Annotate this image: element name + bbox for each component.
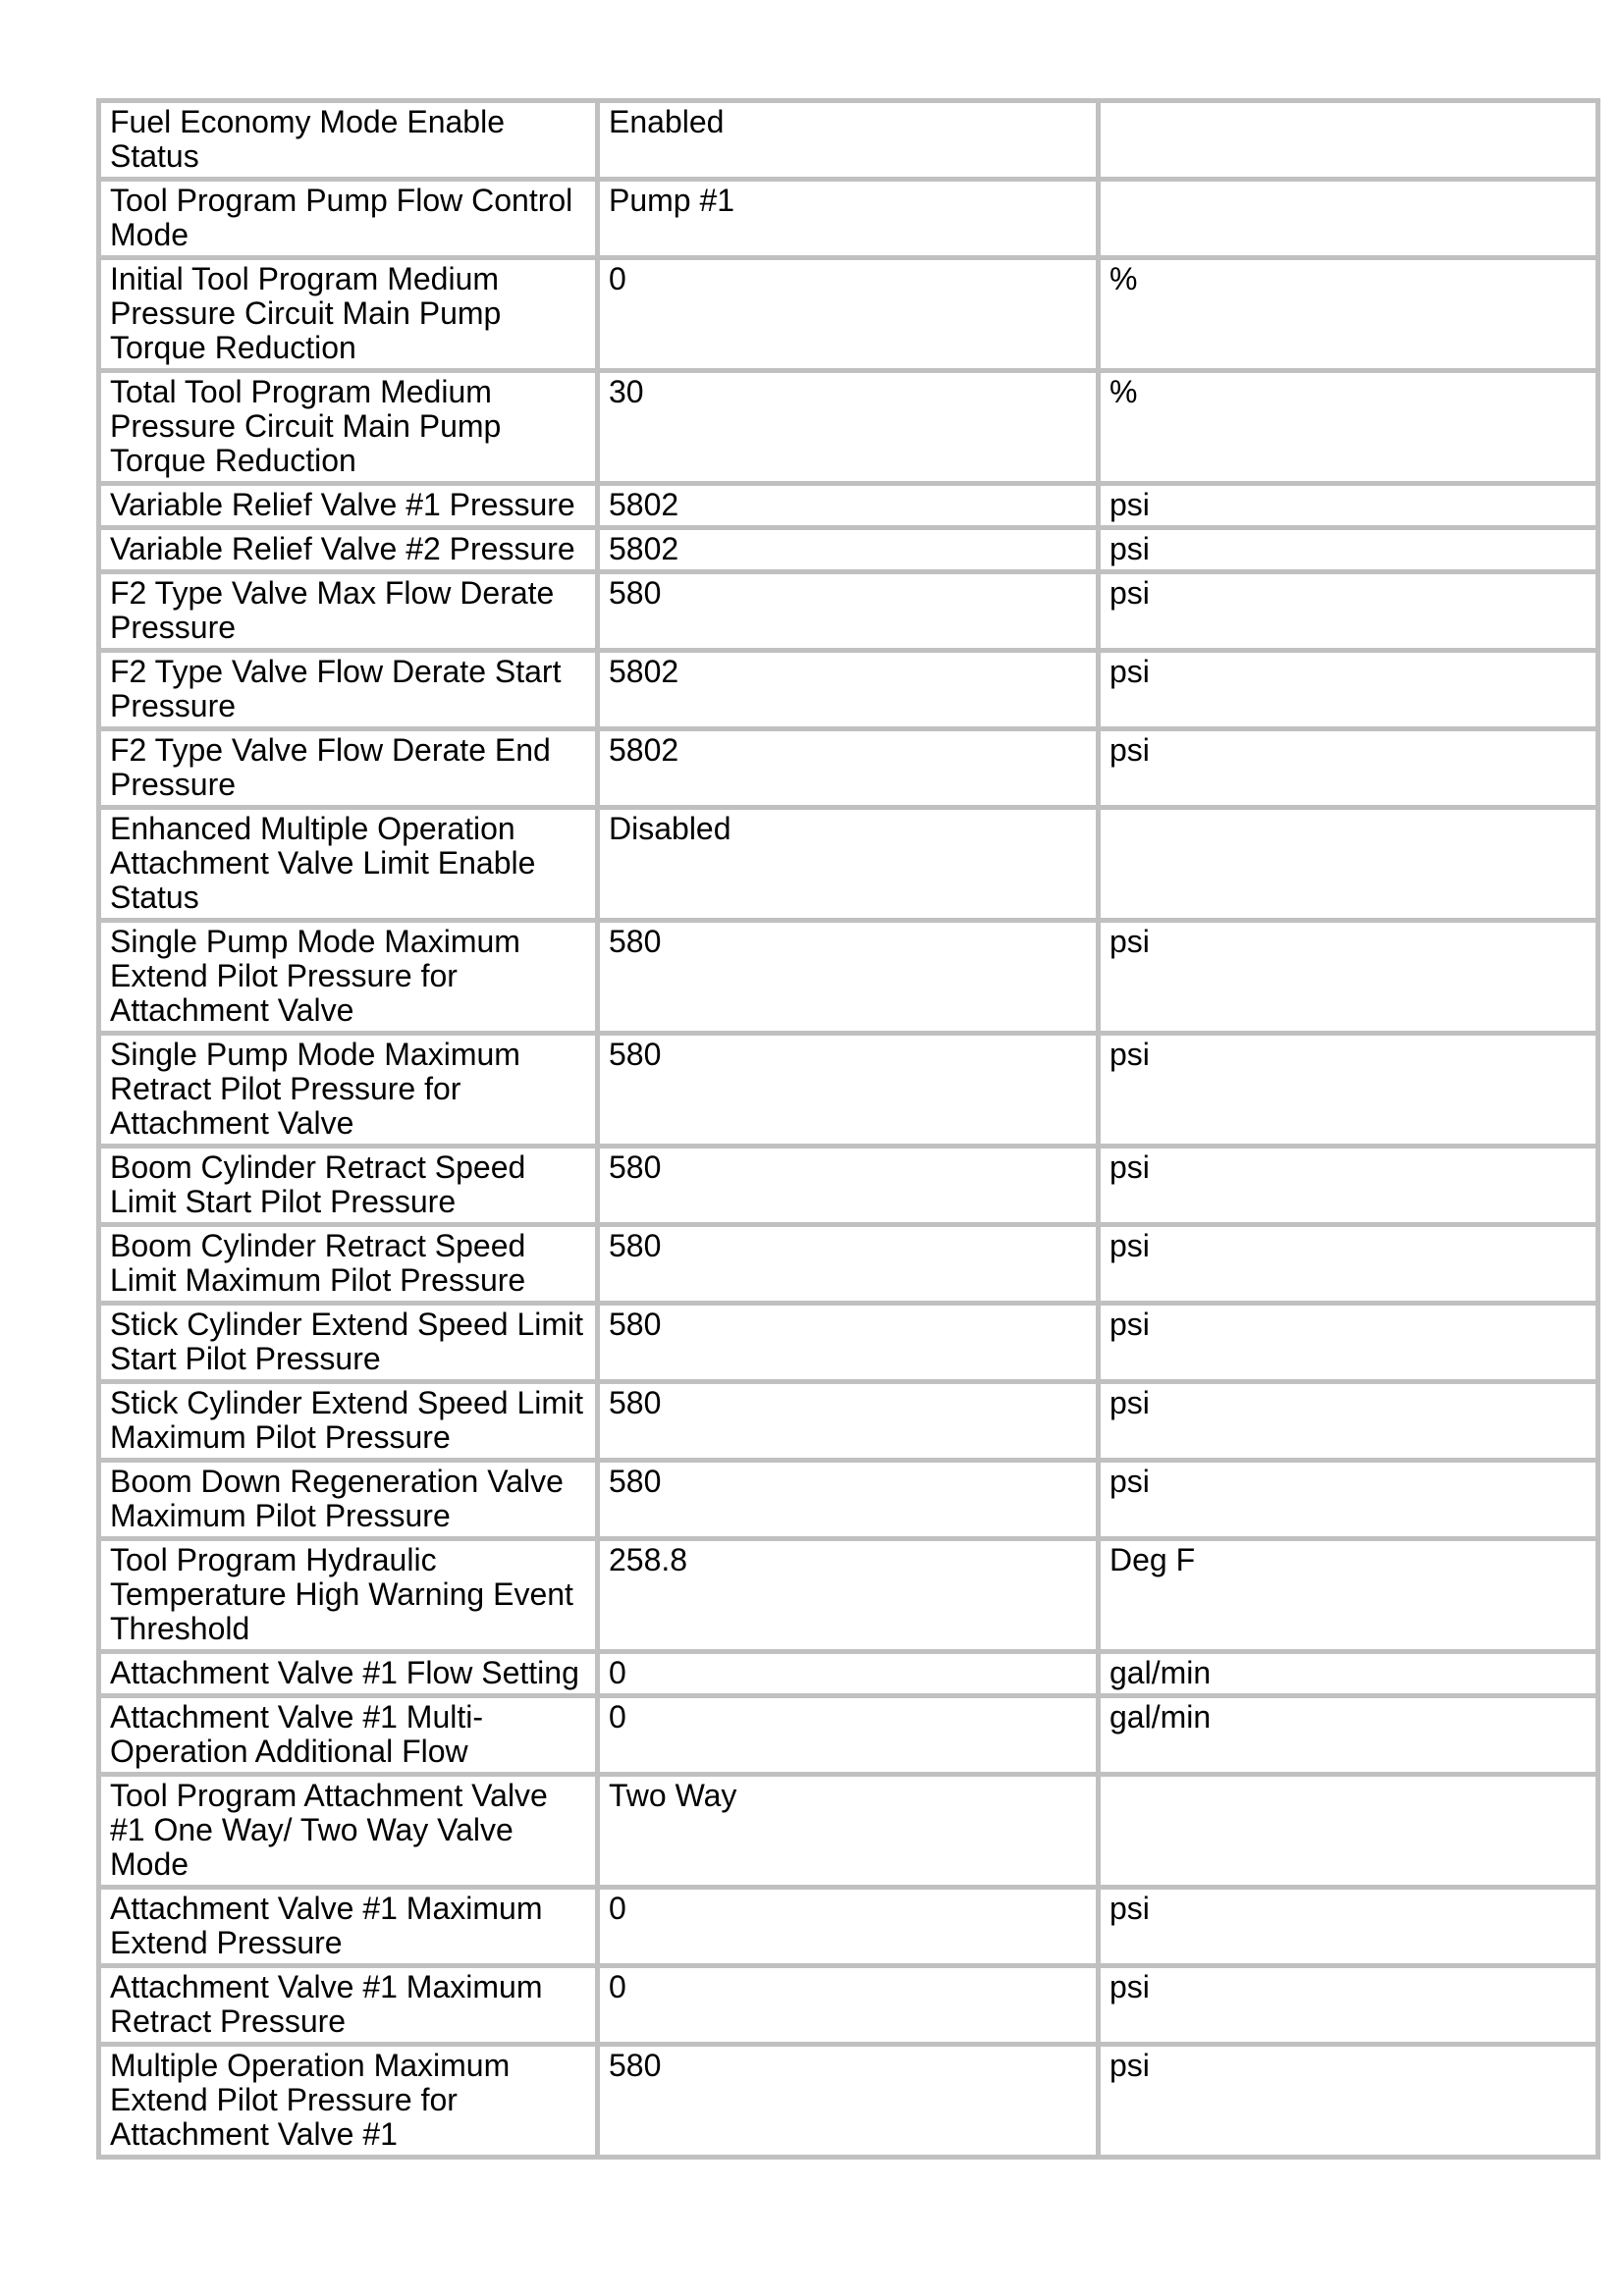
parameter-unit-cell: psi <box>1099 1147 1598 1225</box>
parameter-parameter-cell: Multiple Operation Maximum Extend Pilot Pressure for Attachment Valve #1 <box>99 2045 598 2158</box>
table-row <box>99 1461 1598 1539</box>
parameter-value-cell: 580 <box>598 1382 1099 1461</box>
parameter-value-cell: 580 <box>598 1147 1099 1225</box>
table-row <box>99 2045 1598 2158</box>
parameter-value-cell: Pump #1 <box>598 180 1099 258</box>
parameter-parameter-cell: Fuel Economy Mode Enable Status <box>99 101 598 180</box>
parameter-value-cell: 580 <box>598 1304 1099 1382</box>
parameter-parameter-cell: Variable Relief Valve #2 Pressure <box>99 528 598 572</box>
parameter-unit-cell: psi <box>1099 484 1598 528</box>
parameter-unit-cell: psi <box>1099 1382 1598 1461</box>
parameter-unit-cell: psi <box>1099 1966 1598 2045</box>
parameter-unit-cell: psi <box>1099 921 1598 1034</box>
parameter-unit-cell: psi <box>1099 1034 1598 1147</box>
parameter-unit-cell: Deg F <box>1099 1539 1598 1652</box>
parameter-parameter-cell: Attachment Valve #1 Maximum Retract Pressure <box>99 1966 598 2045</box>
parameter-value-cell: 0 <box>598 1696 1099 1775</box>
parameter-value-cell: 5802 <box>598 651 1099 729</box>
parameter-unit-cell <box>1099 1775 1598 1888</box>
parameter-value-cell: 580 <box>598 1461 1099 1539</box>
parameter-value-cell: 0 <box>598 1888 1099 1966</box>
parameter-unit-cell: % <box>1099 258 1598 371</box>
parameter-value-cell: 5802 <box>598 528 1099 572</box>
table-row <box>99 1539 1598 1652</box>
parameter-unit-cell: psi <box>1099 1461 1598 1539</box>
table-row <box>99 1382 1598 1461</box>
parameter-unit-cell <box>1099 808 1598 921</box>
parameter-parameter-cell: F2 Type Valve Flow Derate Start Pressure <box>99 651 598 729</box>
parameter-value-cell: 258.8 <box>598 1539 1099 1652</box>
parameter-parameter-cell: F2 Type Valve Max Flow Derate Pressure <box>99 572 598 651</box>
table-row <box>99 1888 1598 1966</box>
parameter-parameter-cell: Boom Cylinder Retract Speed Limit Maximum Pilot Pressure <box>99 1225 598 1304</box>
parameter-value-cell: 0 <box>598 1652 1099 1696</box>
table-row <box>99 101 1598 180</box>
table-row <box>99 528 1598 572</box>
table-row <box>99 1652 1598 1696</box>
parameter-parameter-cell: Boom Cylinder Retract Speed Limit Start Pilot Pressure <box>99 1147 598 1225</box>
table-row <box>99 729 1598 808</box>
parameter-parameter-cell: Single Pump Mode Maximum Retract Pilot Pressure for Attachment Valve <box>99 1034 598 1147</box>
parameter-parameter-cell: Tool Program Hydraulic Temperature High Warning Event Threshold <box>99 1539 598 1652</box>
table-row <box>99 180 1598 258</box>
parameter-value-cell: 580 <box>598 921 1099 1034</box>
parameter-unit-cell <box>1099 180 1598 258</box>
parameter-unit-cell: psi <box>1099 572 1598 651</box>
parameter-parameter-cell: Attachment Valve #1 Flow Setting <box>99 1652 598 1696</box>
parameter-table-body <box>99 101 1598 2158</box>
parameter-value-cell: 580 <box>598 2045 1099 2158</box>
parameter-value-cell: Disabled <box>598 808 1099 921</box>
parameter-value-cell: 30 <box>598 371 1099 484</box>
parameter-value-cell: 580 <box>598 1034 1099 1147</box>
parameter-value-cell: 580 <box>598 572 1099 651</box>
parameter-unit-cell: psi <box>1099 729 1598 808</box>
parameter-unit-cell: gal/min <box>1099 1696 1598 1775</box>
parameter-unit-cell <box>1099 101 1598 180</box>
parameter-unit-cell: psi <box>1099 1225 1598 1304</box>
table-row <box>99 572 1598 651</box>
parameter-value-cell: 0 <box>598 258 1099 371</box>
table-row <box>99 1775 1598 1888</box>
parameter-unit-cell: % <box>1099 371 1598 484</box>
parameter-parameter-cell: Tool Program Attachment Valve #1 One Way/ Two Way Valve Mode <box>99 1775 598 1888</box>
parameter-parameter-cell: Tool Program Pump Flow Control Mode <box>99 180 598 258</box>
parameter-unit-cell: psi <box>1099 528 1598 572</box>
parameter-value-cell: 5802 <box>598 729 1099 808</box>
parameter-parameter-cell: Stick Cylinder Extend Speed Limit Maximum Pilot Pressure <box>99 1382 598 1461</box>
parameter-parameter-cell: Total Tool Program Medium Pressure Circuit Main Pump Torque Reduction <box>99 371 598 484</box>
table-row <box>99 808 1598 921</box>
table-row <box>99 484 1598 528</box>
parameter-parameter-cell: Enhanced Multiple Operation Attachment Valve Limit Enable Status <box>99 808 598 921</box>
parameter-parameter-cell: Attachment Valve #1 Multi-Operation Additional Flow <box>99 1696 598 1775</box>
table-row <box>99 1225 1598 1304</box>
parameter-parameter-cell: Variable Relief Valve #1 Pressure <box>99 484 598 528</box>
parameter-value-cell: Two Way <box>598 1775 1099 1888</box>
parameter-parameter-cell: Single Pump Mode Maximum Extend Pilot Pressure for Attachment Valve <box>99 921 598 1034</box>
parameter-unit-cell: psi <box>1099 1888 1598 1966</box>
table-row <box>99 1696 1598 1775</box>
parameter-parameter-cell: Attachment Valve #1 Maximum Extend Pressure <box>99 1888 598 1966</box>
parameter-unit-cell: psi <box>1099 1304 1598 1382</box>
parameter-value-cell: 5802 <box>598 484 1099 528</box>
table-row <box>99 1304 1598 1382</box>
table-row <box>99 1034 1598 1147</box>
parameter-parameter-cell: Initial Tool Program Medium Pressure Circuit Main Pump Torque Reduction <box>99 258 598 371</box>
table-row <box>99 1966 1598 2045</box>
parameter-parameter-cell: Boom Down Regeneration Valve Maximum Pilot Pressure <box>99 1461 598 1539</box>
table-row <box>99 921 1598 1034</box>
parameter-parameter-cell: Stick Cylinder Extend Speed Limit Start Pilot Pressure <box>99 1304 598 1382</box>
table-row <box>99 258 1598 371</box>
parameter-unit-cell: psi <box>1099 2045 1598 2158</box>
parameter-table <box>96 98 1600 2160</box>
parameter-parameter-cell: F2 Type Valve Flow Derate End Pressure <box>99 729 598 808</box>
parameter-value-cell: 580 <box>598 1225 1099 1304</box>
parameter-unit-cell: psi <box>1099 651 1598 729</box>
table-row <box>99 1147 1598 1225</box>
parameter-unit-cell: gal/min <box>1099 1652 1598 1696</box>
table-row <box>99 371 1598 484</box>
parameter-value-cell: Enabled <box>598 101 1099 180</box>
parameter-value-cell: 0 <box>598 1966 1099 2045</box>
table-row <box>99 651 1598 729</box>
